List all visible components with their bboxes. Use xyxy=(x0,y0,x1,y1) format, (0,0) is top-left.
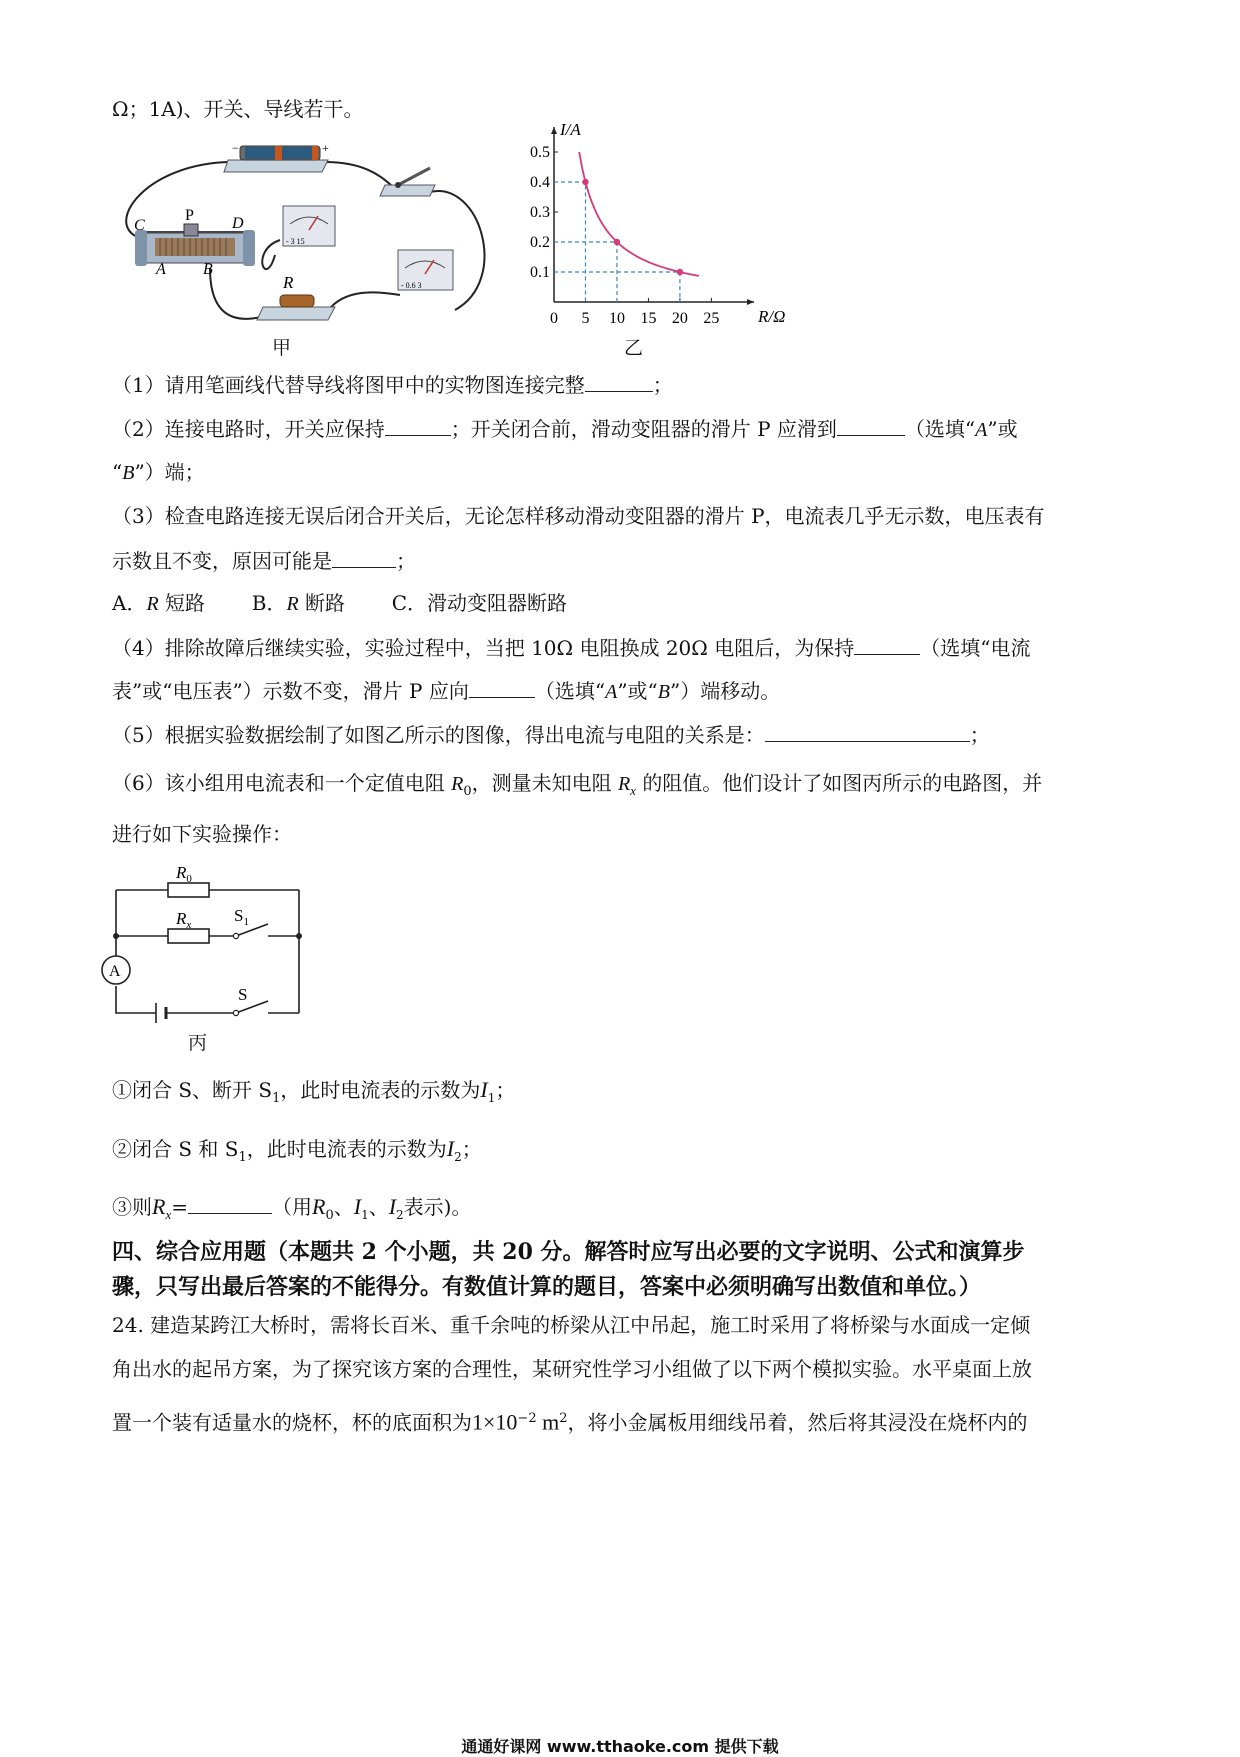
answer-blank-5[interactable] xyxy=(765,721,970,742)
option-a: A．R 短路 xyxy=(112,591,206,615)
y-axis-label: I/A xyxy=(560,120,581,139)
svg-text:+: + xyxy=(322,141,329,155)
switch-s1-icon xyxy=(233,933,238,938)
slider-p-label: P xyxy=(185,207,194,224)
answer-blank-4b[interactable] xyxy=(469,677,535,698)
y-tick-label: 0.2 xyxy=(530,234,550,251)
ammeter-terminals: - 0.6 3 xyxy=(401,281,422,290)
question-2-line-1: （2）连接电路时，开关应保持 ；开关闭合前，滑动变阻器的滑片 P 应滑到 （选填“A”或 xyxy=(112,417,1018,441)
step-1: ①闭合 S、断开 $S_1$，此时电流表的示数为$I_1$； xyxy=(112,1077,516,1106)
data-point xyxy=(582,179,588,185)
answer-blank-6[interactable] xyxy=(188,1193,272,1214)
question-24-line-1: 24. 建造某跨江大桥时，需将长百米、重千余吨的桥梁从江中吊起，施工时采用了将桥梁与水面成一定倾 xyxy=(112,1313,1031,1337)
continued-line: Ω；1A)、开关、导线若干。 xyxy=(112,97,364,121)
question-3-line-1: （3）检查电路连接无误后闭合开关后，无论怎样移动滑动变阻器的滑片 P，电流表几乎无示数，电压表有 xyxy=(112,504,1045,528)
r0-resistor-icon xyxy=(168,883,209,897)
x-tick-label: 0 xyxy=(550,310,558,327)
question-5: （5）根据实验数据绘制了如图乙所示的图像，得出电流与电阻的关系是： ； xyxy=(112,723,990,747)
figure-c-caption: 丙 xyxy=(188,1032,208,1054)
answer-blank-1[interactable] xyxy=(585,371,653,392)
s-label: S xyxy=(238,985,248,1004)
rx-resistor-icon xyxy=(168,929,209,943)
section-4-heading-line-2: 骤，只写出最后答案的不能得分。有数值计算的题目，答案中必须明确写出数值和单位。） xyxy=(112,1274,982,1300)
answer-blank-2a[interactable] xyxy=(385,415,451,436)
x-axis-label: R/Ω xyxy=(758,307,786,326)
question-3-line-2: 示数且不变，原因可能是 ； xyxy=(112,549,416,573)
answer-blank-2b[interactable] xyxy=(837,415,905,436)
question-2-line-2: “B”）端； xyxy=(112,460,205,484)
x-tick-label: 10 xyxy=(608,310,625,327)
ammeter-symbol-label: A xyxy=(109,963,121,980)
terminal-d-label: D xyxy=(232,215,244,232)
terminal-a-label: A xyxy=(156,261,166,278)
rx-label: $R_x$ xyxy=(176,909,192,931)
terminal-b-label: B xyxy=(203,261,213,278)
x-tick-label: 5 xyxy=(581,310,590,327)
figure-b-chart xyxy=(520,120,790,327)
s1-label: $S_1$ xyxy=(234,906,249,928)
question-1: （1）请用笔画线代替导线将图甲中的实物图连接完整 ； xyxy=(112,373,673,397)
battery-icon xyxy=(224,141,329,172)
voltmeter-terminals: - 3 15 xyxy=(286,237,305,246)
answer-blank-4a[interactable] xyxy=(854,634,920,655)
figure-a-circuit xyxy=(100,140,540,370)
y-tick-label: 0.4 xyxy=(530,174,550,191)
y-tick-label: 0.5 xyxy=(530,144,550,161)
rheostat-icon xyxy=(134,207,255,278)
option-c: C．滑动变阻器断路 xyxy=(391,591,568,615)
question-6-line-2: 进行如下实验操作： xyxy=(112,822,292,846)
x-tick-label: 15 xyxy=(640,310,657,327)
r0-label: $R_0$ xyxy=(176,863,192,885)
question-3-options xyxy=(112,590,567,617)
question-6-line-1: （6）该小组用电流表和一个定值电阻 $R_0$，测量未知电阻 $R_x$ 的阻值。他们设计了如图丙所示的电路图，并 xyxy=(112,771,1043,799)
step-3: ③则$R_x=$ （用$R_0$、$I_1$、$I_2$表示)。 xyxy=(112,1194,472,1223)
svg-text:−: − xyxy=(232,141,239,155)
data-curve xyxy=(579,152,699,276)
option-b: B．R 断路 xyxy=(251,591,346,615)
x-axis-arrow-icon xyxy=(747,299,754,305)
resistor-r-label: R xyxy=(283,273,294,292)
question-24-line-2: 角出水的起吊方案，为了探究该方案的合理性，某研究性学习小组做了以下两个模拟实验。水平桌面上放 xyxy=(112,1357,1032,1381)
section-4-heading-line-1: 四、综合应用题（本题共 2 个小题，共 20 分。解答时应写出必要的文字说明、公式和演算步 xyxy=(112,1239,1025,1265)
figure-a-caption: 甲 xyxy=(272,337,292,359)
resistor-r-icon xyxy=(257,273,335,320)
x-tick-label: 25 xyxy=(703,310,720,327)
question-24-line-3: 置一个装有适量水的烧杯，杯的底面积为$1\times 10^{-2}$ $m^2$，将小金属板用细线吊着，然后将其浸没在烧杯内的 xyxy=(112,1409,1028,1435)
y-tick-label: 0.1 xyxy=(530,264,550,281)
x-tick-label: 20 xyxy=(671,310,688,327)
answer-blank-3[interactable] xyxy=(332,547,396,568)
ammeter-icon xyxy=(398,250,453,290)
data-point xyxy=(614,239,620,245)
question-4-line-1: （4）排除故障后继续实验，实验过程中，当把 10Ω 电阻换成 20Ω 电阻后，为保持 （选填“电流 xyxy=(112,636,1031,660)
footer: 通通好课网 www.tthaoke.com 提供下载 xyxy=(461,1737,779,1756)
switch-s-icon xyxy=(233,1010,238,1015)
figure-b-caption: 乙 xyxy=(624,337,644,359)
question-4-line-2: 表”或“电压表”）示数不变，滑片 P 应向 （选填“A”或“B”）端移动。 xyxy=(112,679,781,703)
step-2: ②闭合 S 和 $S_1$，此时电流表的示数为$I_2$； xyxy=(112,1136,482,1165)
y-axis-arrow-icon xyxy=(551,127,557,134)
data-point xyxy=(677,269,683,275)
voltmeter-icon xyxy=(283,206,335,246)
y-tick-label: 0.3 xyxy=(530,204,550,221)
terminal-c-label: C xyxy=(134,217,145,234)
figure-c-schematic xyxy=(96,858,346,1028)
